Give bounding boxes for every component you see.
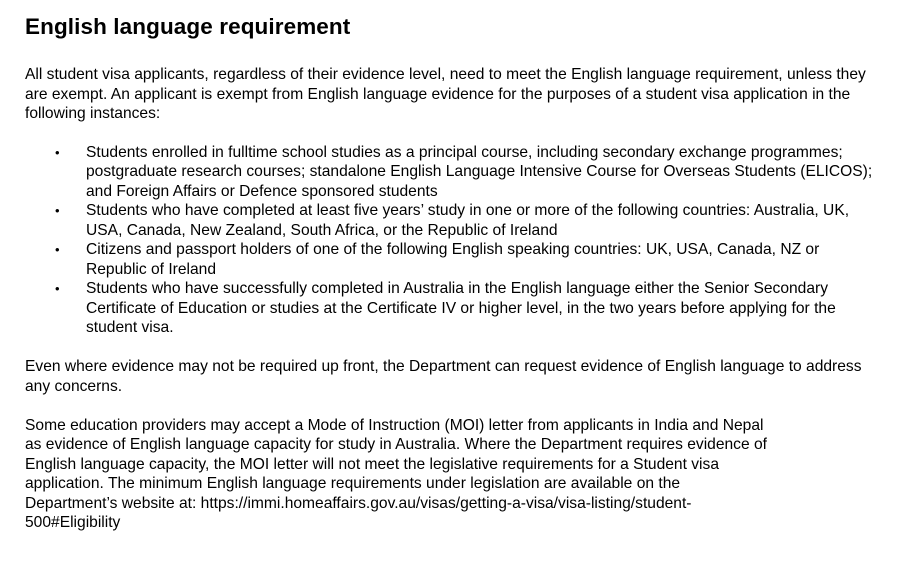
moi-line: application. The minimum English language requirements under legislation are available on the (25, 475, 681, 492)
list-item-text: Students who have successfully completed in Australia in the English language either the Senior Secondary Certificate of Education or studies at the Certificate IV or higher level, in the two years before applying for the student visa. (86, 280, 836, 336)
list-item (25, 279, 876, 338)
moi-line: Some education providers may accept a Mode of Instruction (MOI) letter from applicants in India and Nepal (25, 416, 764, 434)
moi-line-url: Department’s website at: https://immi.homeaffairs.gov.au/visas/getting-a-visa/visa-listing/student- (25, 494, 692, 512)
bullet-icon: • (55, 144, 60, 160)
intro-paragraph: All student visa applicants, regardless of their evidence level, need to meet the English language requirement, unless they are exempt. An applicant is exempt from English language evidence for the purposes of a student visa application in the following instances: (25, 66, 866, 122)
list-item-text: Students who have completed at least five years’ study in one or more of the following countries: Australia, UK, USA, Canada, New Zealand, South Africa, or the Republic of Ireland (86, 202, 850, 239)
list-item (25, 201, 876, 240)
moi-line: English language capacity, the MOI letter will not meet the legislative requirements for a Student visa (25, 455, 719, 473)
list-item-text: Citizens and passport holders of one of the following English speaking countries: UK, USA, Canada, NZ or Republic of Ireland (86, 241, 820, 278)
list-item (25, 240, 876, 279)
bullet-icon: • (55, 203, 60, 218)
exemption-list (25, 143, 876, 338)
moi-line: as evidence of English language capacity for study in Australia. Where the Department requires evidence of (25, 436, 767, 453)
moi-line-url-end: 500#Eligibility (25, 514, 121, 531)
page-title: English language requirement (25, 14, 351, 39)
moi-paragraph (25, 416, 876, 533)
list-item (25, 143, 876, 202)
list-item-text: Students enrolled in fulltime school studies as a principal course, including secondary exchange programmes; postgraduate research courses; standalone English Language Intensive Course for Overseas Students (ELICOS); and Foreign Affairs or Defence sponsored students (86, 143, 873, 200)
evidence-paragraph: Even where evidence may not be required up front, the Department can request evidence of English language to address any concerns. (25, 358, 862, 395)
bullet-icon: • (55, 242, 60, 257)
bullet-icon: • (55, 281, 60, 296)
